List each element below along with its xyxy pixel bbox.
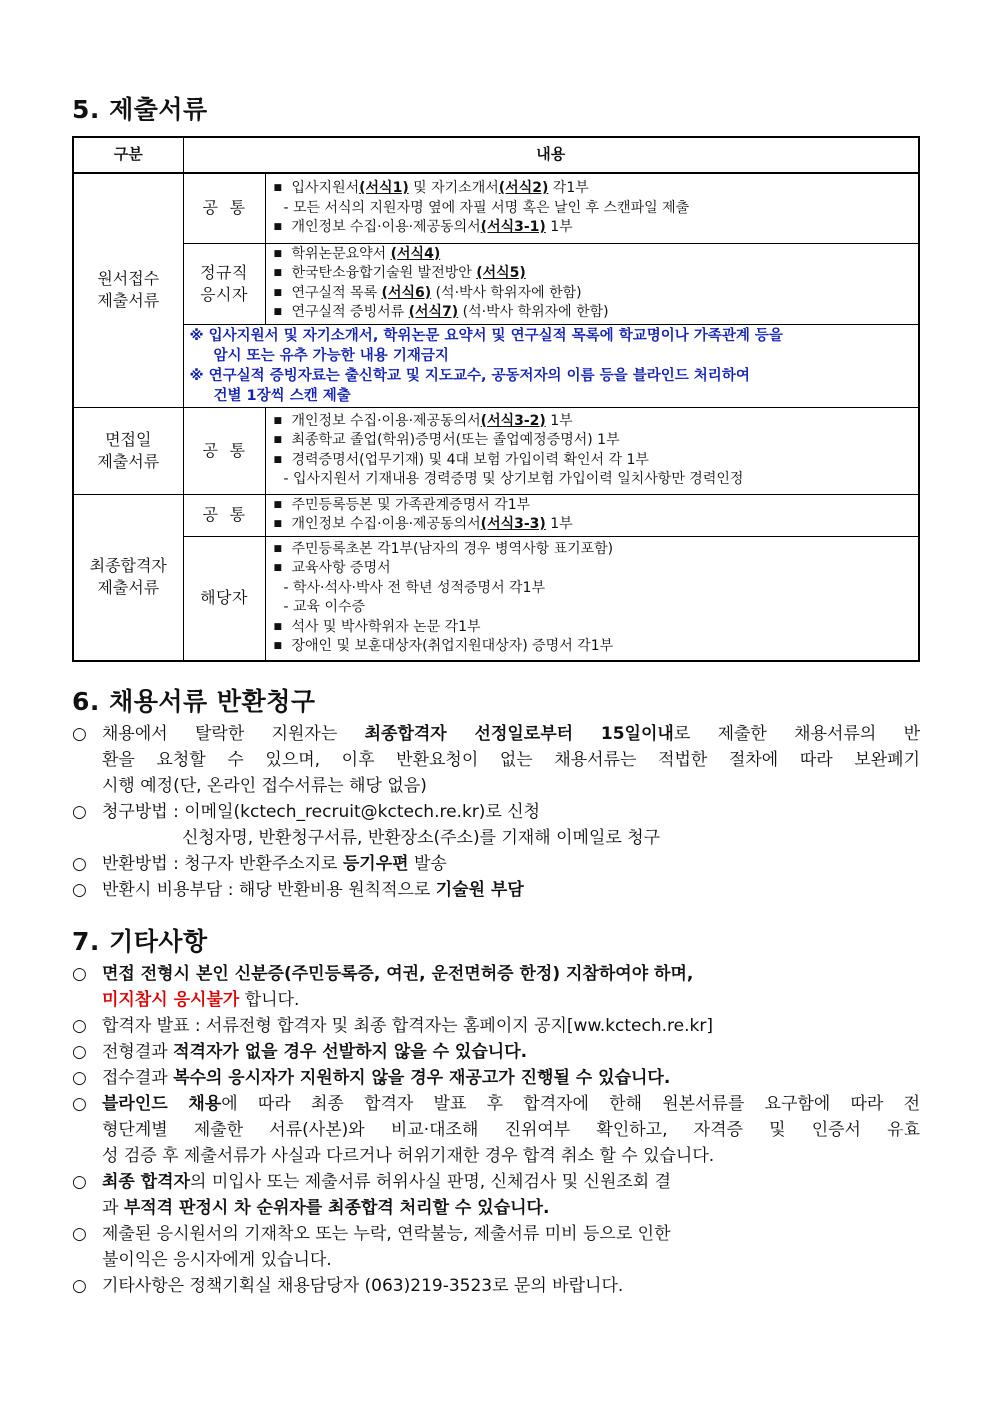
list-subitem: - 학사·석사·박사 전 학년 성적증명서 각1부 [283, 579, 545, 596]
square-bullet: ■ [273, 183, 283, 193]
table-row [73, 536, 919, 661]
paragraph-line: ○ 면접 전형시 본인 신분증(주민등록증, 여권, 운전면허증 한정) 지참하여야 하며, [72, 961, 928, 987]
table-row [73, 173, 919, 243]
circle-bullet: ○ [72, 964, 87, 984]
group-label-text: 원서접수 제출서류 [97, 269, 160, 311]
note-line: ※ 입사지원서 및 자기소개서, 학위논문 요약서 및 연구실적 목록에 학교명이나 가족관계 등을 [189, 327, 783, 344]
list-item: ■ 개인정보 수집·이용·제공동의서(서식3-1) 1부 [274, 218, 919, 238]
paragraph-line: ○ 기타사항은 정책기획실 채용담당자 (063)219-3523로 문의 바랍니다. [72, 1273, 928, 1299]
circle-bullet: ○ [72, 854, 87, 874]
list-item: ■ 한국탄소융합기술원 발전방안 (서식5) [274, 264, 919, 284]
note-line: 건별 1장씩 스캔 제출 [213, 387, 351, 404]
list-item: ■ 장애인 및 보훈대상자(취업지원대상자) 증명서 각1부 [274, 637, 919, 657]
paragraph-line: ○ 블라인드 채용에 따라 최종 합격자 발표 후 합격자에 한해 원본서류를 요구함에 따라 전 [72, 1091, 928, 1117]
common-label: 공 통 [183, 494, 265, 536]
list-item: ■ 입사지원서(서식1) 및 자기소개서(서식2) 각1부 [274, 179, 919, 199]
square-bullet: ■ [273, 415, 283, 426]
submission-documents-table [72, 136, 920, 662]
list-item: ■ 연구실적 목록 (서식6) (석·박사 학위자에 한함) [274, 284, 919, 304]
list-item: ■ 개인정보 수집·이용·제공동의서(서식3-3) 1부 [274, 515, 919, 535]
header-category: 구분 [73, 137, 183, 173]
paragraph-line: ○ 최종 합격자의 미입사 또는 제출서류 허위사실 판명, 신체검사 및 신원조회 결 [72, 1169, 928, 1195]
square-bullet: ■ [273, 641, 283, 652]
list-item: ■ 경력증명서(업무기재) 및 4대 보험 가입이력 확인서 각 1부 [274, 451, 919, 471]
paragraph-line: ○ 합격자 발표 : 서류전형 합격자 및 최종 합격자는 홈페이지 공지[ww.kctech.re.kr] [72, 1013, 928, 1039]
regular-items [265, 243, 919, 324]
square-bullet: ■ [273, 435, 283, 445]
group-application-label [73, 173, 183, 407]
section-6-title: 6. 채용서류 반환청구 [72, 687, 316, 716]
list-subitem: - 입사지원서 기재내용 경력증명 및 상기보험 가입이력 일치사항만 경력인정 [283, 471, 744, 487]
paragraph-line: ○ 반환시 비용부담 : 해당 반환비용 원칙적으로 기술원 부담 [72, 877, 928, 903]
interview-items [265, 407, 919, 494]
list-subitem: - 교육 이수증 [283, 599, 366, 616]
common-items [265, 173, 919, 243]
note-line: ※ 연구실적 증빙자료는 출신학교 및 지도교수, 공동저자의 이름 등을 블라인드 처리하여 [189, 367, 750, 384]
warning-text: 미지참시 응시불가 [102, 990, 240, 1010]
note-line: 암시 또는 유추 가능한 내용 기재금지 [213, 347, 449, 364]
paragraph-line: 형단계별 제출한 서류(사본)와 비교·대조해 진위여부 확인하고, 자격증 및 인증서 유효 [102, 1120, 920, 1140]
circle-bullet: ○ [72, 880, 87, 900]
table-row [73, 494, 919, 536]
list-item: ■ 석사 및 박사학위자 논문 각1부 [274, 618, 919, 638]
circle-bullet: ○ [72, 1042, 87, 1062]
table-row [73, 324, 919, 407]
common-label: 공 통 [183, 173, 265, 243]
square-bullet: ■ [273, 621, 283, 632]
paragraph-line: 미지참시 응시불가 합니다. [102, 990, 300, 1010]
group-label-text: 면접일 제출서류 [97, 429, 160, 471]
list-item: ■ 연구실적 증빙서류 (서식7) (석·박사 학위자에 한함) [274, 303, 919, 323]
table-header-row [73, 137, 919, 173]
group-label-text: 최종합격자 제출서류 [89, 556, 167, 598]
square-bullet: ■ [273, 543, 283, 554]
circle-bullet: ○ [72, 1068, 87, 1088]
list-item: ■ 주민등록등본 및 가족관계증명서 각1부 [274, 496, 919, 516]
square-bullet: ■ [273, 248, 283, 259]
paragraph-line: ○ 채용에서 탈락한 지원자는 최종합격자 선정일로부터 15일이내로 제출한 채용서류의 반 [72, 721, 928, 747]
paragraph-line: ○ 전형결과 적격자가 없을 경우 선발하지 않을 수 있습니다. [72, 1039, 928, 1065]
section-5-title: 5. 제출서류 [72, 95, 208, 124]
circle-bullet: ○ [72, 1224, 87, 1244]
circle-bullet: ○ [72, 802, 87, 822]
list-item: ■ 학위논문요약서 (서식4) [274, 245, 919, 265]
list-item: ■ 교육사항 증명서 [274, 559, 919, 579]
list-subitem: - 모든 서식의 지원자명 옆에 자필 서명 혹은 날인 후 스캔파일 제출 [283, 199, 690, 216]
paragraph-line: ○ 제출된 응시원서의 기재착오 또는 누락, 연락불능, 제출서류 미비 등으로 인한 [72, 1221, 928, 1247]
header-content: 내용 [183, 137, 919, 173]
paragraph-line: 신청자명, 반환청구서류, 반환장소(주소)를 기재해 이메일로 청구 [182, 828, 661, 848]
paragraph-line: 환을 요청할 수 있으며, 이후 반환요청이 없는 채용서류는 적법한 절차에 따라 보완폐기 [102, 750, 920, 770]
square-bullet: ■ [273, 222, 283, 232]
regular-label: 정규직 응시자 [183, 243, 265, 324]
circle-bullet: ○ [72, 1172, 87, 1192]
table-row [73, 407, 919, 494]
square-bullet: ■ [273, 519, 283, 529]
blind-notes [183, 324, 919, 407]
paragraph-line: 불이익은 응시자에게 있습니다. [102, 1250, 332, 1270]
section-6-body [72, 721, 928, 903]
circle-bullet: ○ [72, 724, 87, 744]
group-final-label [73, 494, 183, 661]
list-item: ■ 주민등록초본 각1부(남자의 경우 병역사항 표기포함) [274, 540, 919, 560]
square-bullet: ■ [273, 268, 283, 278]
paragraph-line: ○ 접수결과 복수의 응시자가 지원하지 않을 경우 재공고가 진행될 수 있습니다. [72, 1065, 928, 1091]
circle-bullet: ○ [72, 1016, 87, 1036]
paragraph-line: 과 부적격 판정시 차 순위자를 최종합격 처리할 수 있습니다. [102, 1198, 550, 1218]
group-interview-label [73, 407, 183, 494]
square-bullet: ■ [273, 499, 283, 510]
paragraph-line: ○ 반환방법 : 청구자 반환주소지로 등기우편 발송 [72, 851, 928, 877]
list-item: ■ 최종학교 졸업(학위)증명서(또는 졸업예정증명서) 1부 [274, 431, 919, 451]
final-common-items [265, 494, 919, 536]
paragraph-line: 시행 예정(단, 온라인 접수서류는 해당 없음) [102, 776, 427, 796]
section-7-title: 7. 기타사항 [72, 927, 208, 956]
common-label: 공 통 [183, 407, 265, 494]
square-bullet: ■ [273, 287, 283, 298]
section-7-body [72, 961, 928, 1299]
paragraph-line: ○ 청구방법 : 이메일(kctech_recruit@kctech.re.kr)로 신청 [72, 799, 928, 825]
circle-bullet: ○ [72, 1094, 87, 1114]
list-item: ■ 개인정보 수집·이용·제공동의서(서식3-2) 1부 [274, 412, 919, 432]
square-bullet: ■ [273, 563, 283, 574]
circle-bullet: ○ [72, 1276, 87, 1296]
square-bullet: ■ [273, 307, 283, 317]
paragraph-line: 성 검증 후 제출서류가 사실과 다르거나 허위기재한 경우 합격 취소 할 수 있습니다. [102, 1146, 715, 1166]
applicable-label: 해당자 [183, 536, 265, 661]
final-applicable-items [265, 536, 919, 661]
square-bullet: ■ [273, 454, 283, 465]
table-row [73, 243, 919, 324]
